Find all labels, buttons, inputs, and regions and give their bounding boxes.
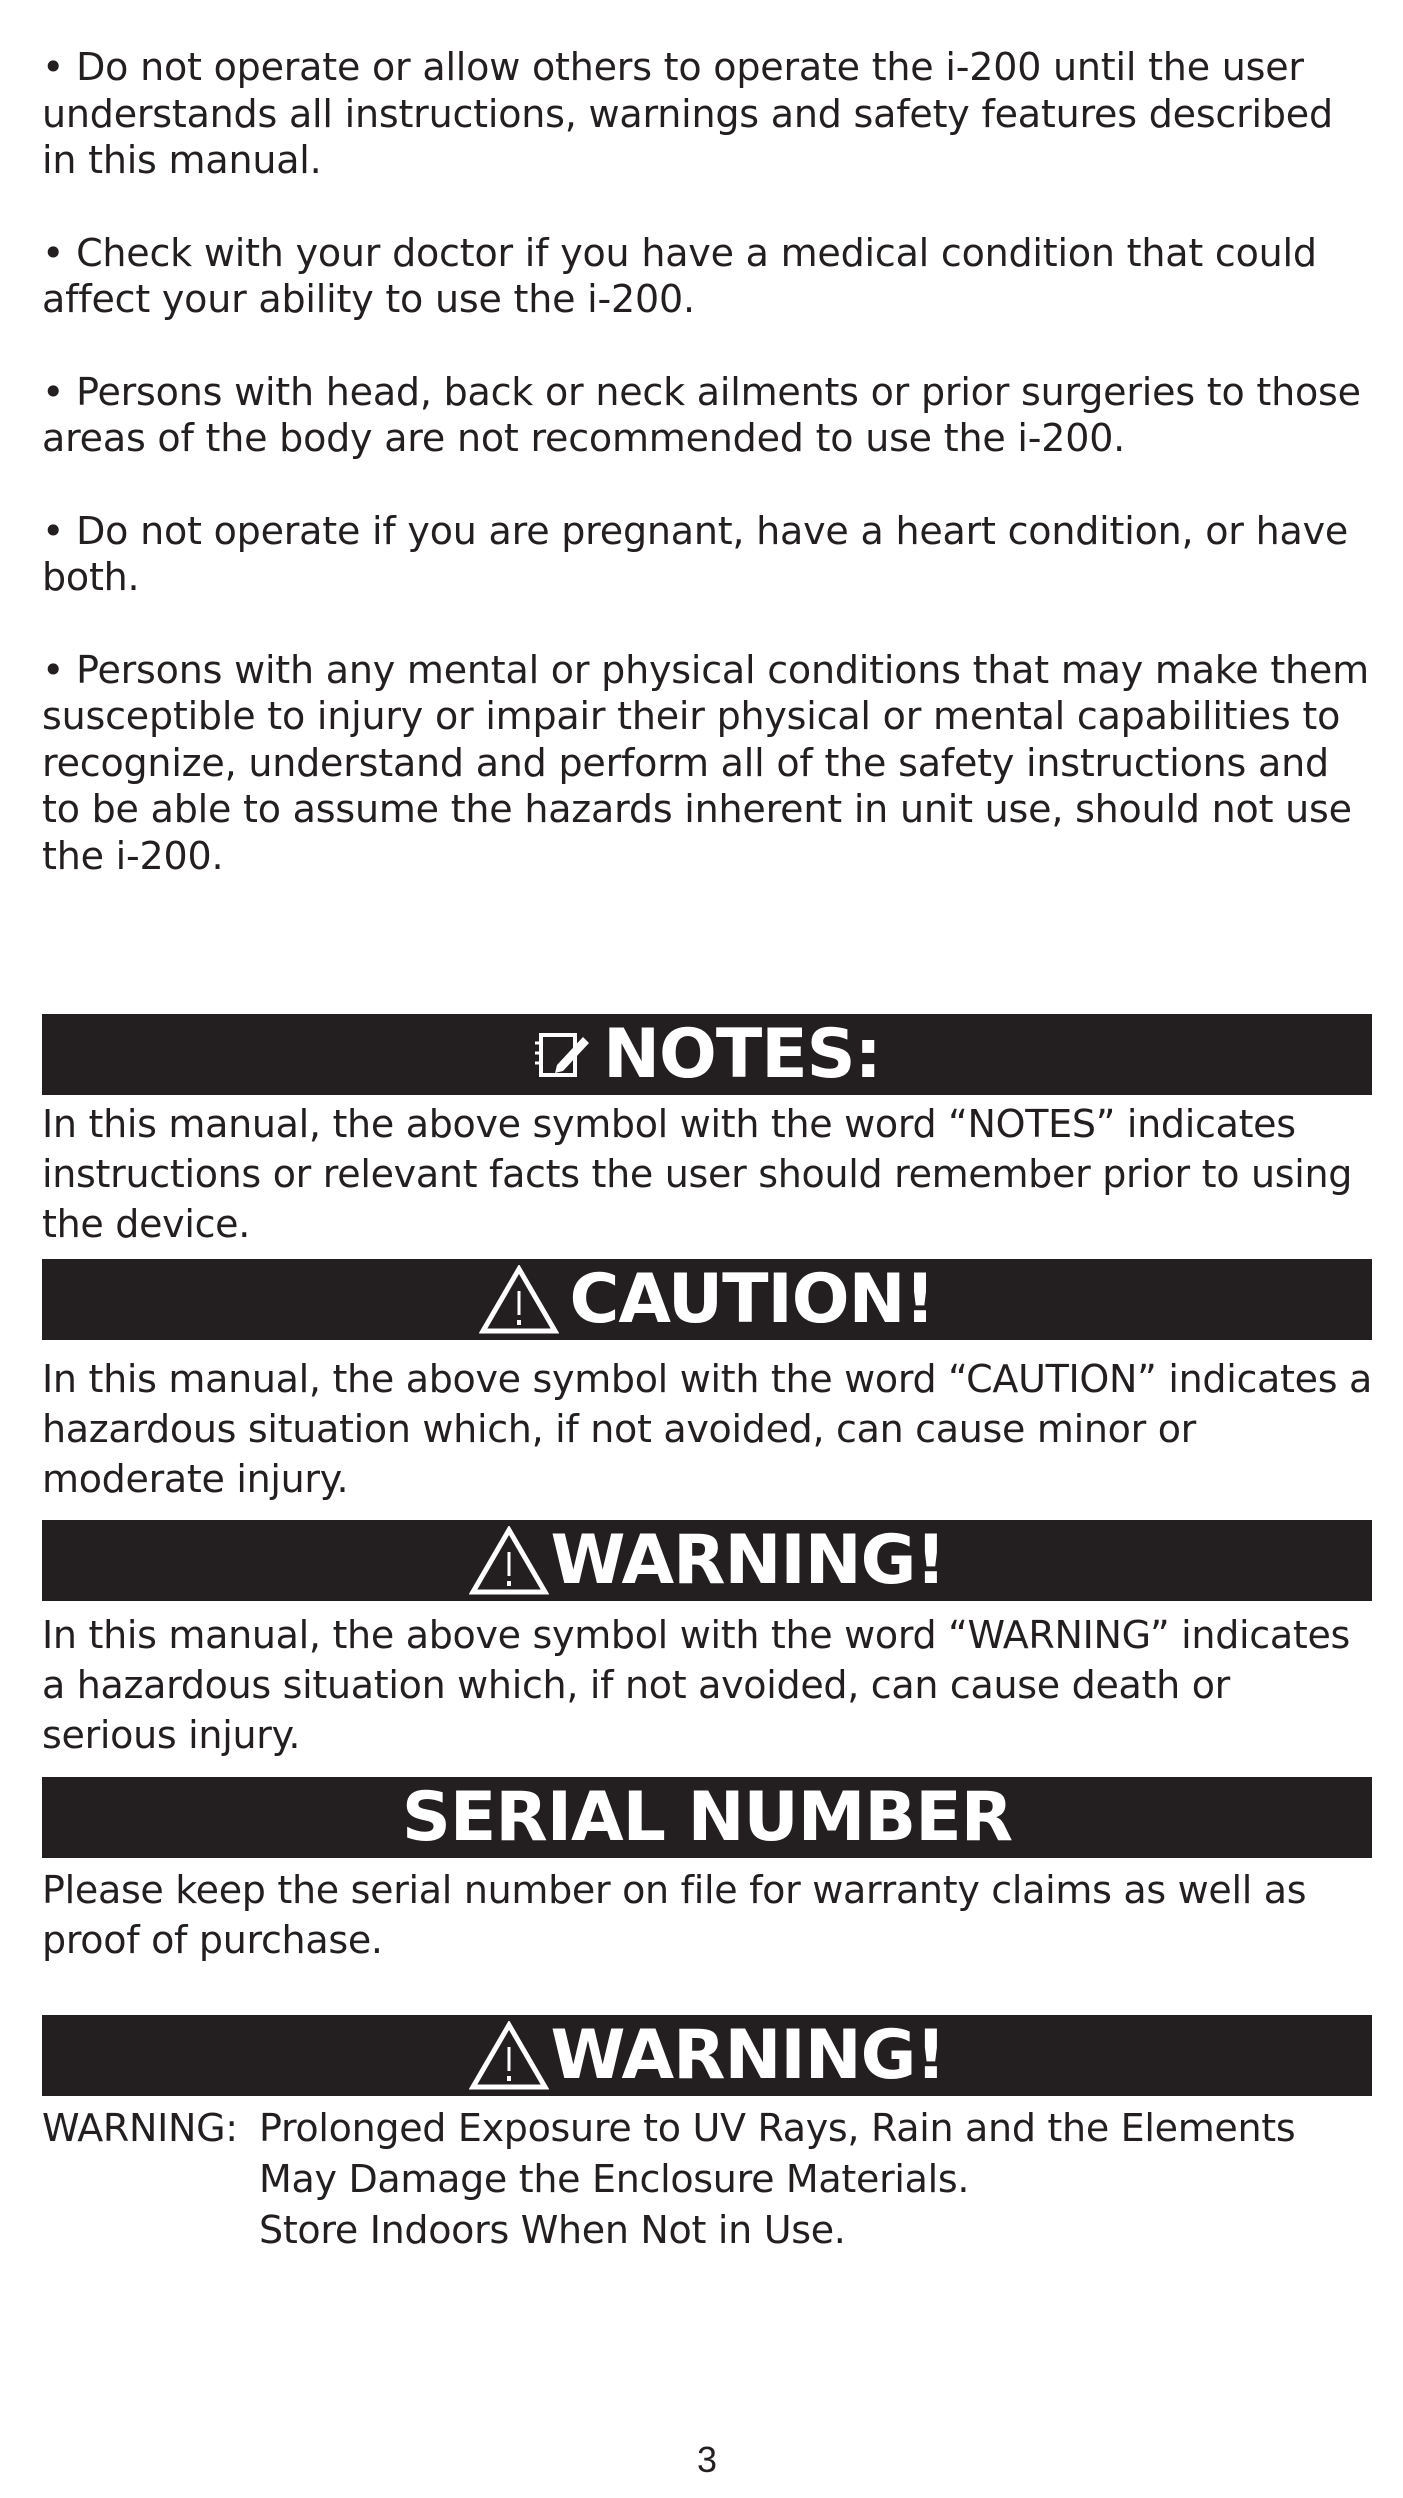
uv-warning-text	[42, 2103, 1372, 2256]
serial-number-description: Please keep the serial number on file for warranty claims as well as proof of purchase.	[42, 1868, 1307, 1962]
warning-title: WARNING!	[550, 1521, 946, 1600]
safety-bullet: • Persons with any mental or physical conditions that may make them susceptible to injury or impair their physical or mental capabilities to recognize, understand and perform all of the safety instructions and to be able to assume the hazards inherent in unit use, should not use the i-200.	[42, 647, 1381, 878]
uv-warning-line: May Damage the Enclosure Materials.	[259, 2157, 970, 2201]
warning-triangle-icon	[469, 1526, 549, 1596]
notes-description: In this manual, the above symbol with the word “NOTES” indicates instructions or relevant facts the user should remember prior to using the device.	[42, 1102, 1353, 1246]
caution-description: In this manual, the above symbol with the word “CAUTION” indicates a hazardous situation which, if not avoided, can cause minor or moderate injury.	[42, 1357, 1372, 1501]
caution-title: CAUTION!	[569, 1260, 935, 1339]
warning-header-bar	[42, 1520, 1372, 1601]
page-number: 3	[696, 2439, 718, 2480]
safety-bullet: • Persons with head, back or neck ailments or prior surgeries to those areas of the body are not recommended to use the i-200.	[42, 369, 1373, 460]
uv-warning-line: Prolonged Exposure to UV Rays, Rain and the Elements	[259, 2106, 1296, 2150]
uv-warning-header-bar	[42, 2015, 1372, 2096]
notes-title: NOTES:	[603, 1015, 881, 1094]
notes-header-bar	[42, 1014, 1372, 1095]
manual-page	[42, 0, 1381, 2498]
caution-header-bar	[42, 1259, 1372, 1340]
serial-number-title: SERIAL NUMBER	[401, 1778, 1013, 1857]
uv-warning-title: WARNING!	[550, 2016, 946, 2095]
safety-bullet: • Do not operate or allow others to operate the i-200 until the user understands all instructions, warnings and safety features described in this manual.	[42, 45, 1345, 182]
warning-triangle-icon	[479, 1265, 559, 1335]
warning-description: In this manual, the above symbol with the word “WARNING” indicates a hazardous situation which, if not avoided, can cause death or serious injury.	[42, 1613, 1351, 1757]
warning-triangle-icon	[469, 2021, 549, 2091]
uv-warning-label: WARNING:	[42, 2106, 238, 2150]
safety-bullet: • Do not operate if you are pregnant, have a heart condition, or have both.	[42, 508, 1360, 599]
notepad-pencil-icon	[533, 1027, 593, 1083]
safety-bullet: • Check with your doctor if you have a medical condition that could affect your ability to use the i-200.	[42, 230, 1329, 321]
serial-number-header-bar	[42, 1777, 1372, 1858]
uv-warning-line: Store Indoors When Not in Use.	[259, 2208, 846, 2252]
safety-bullet-list	[42, 44, 1381, 925]
